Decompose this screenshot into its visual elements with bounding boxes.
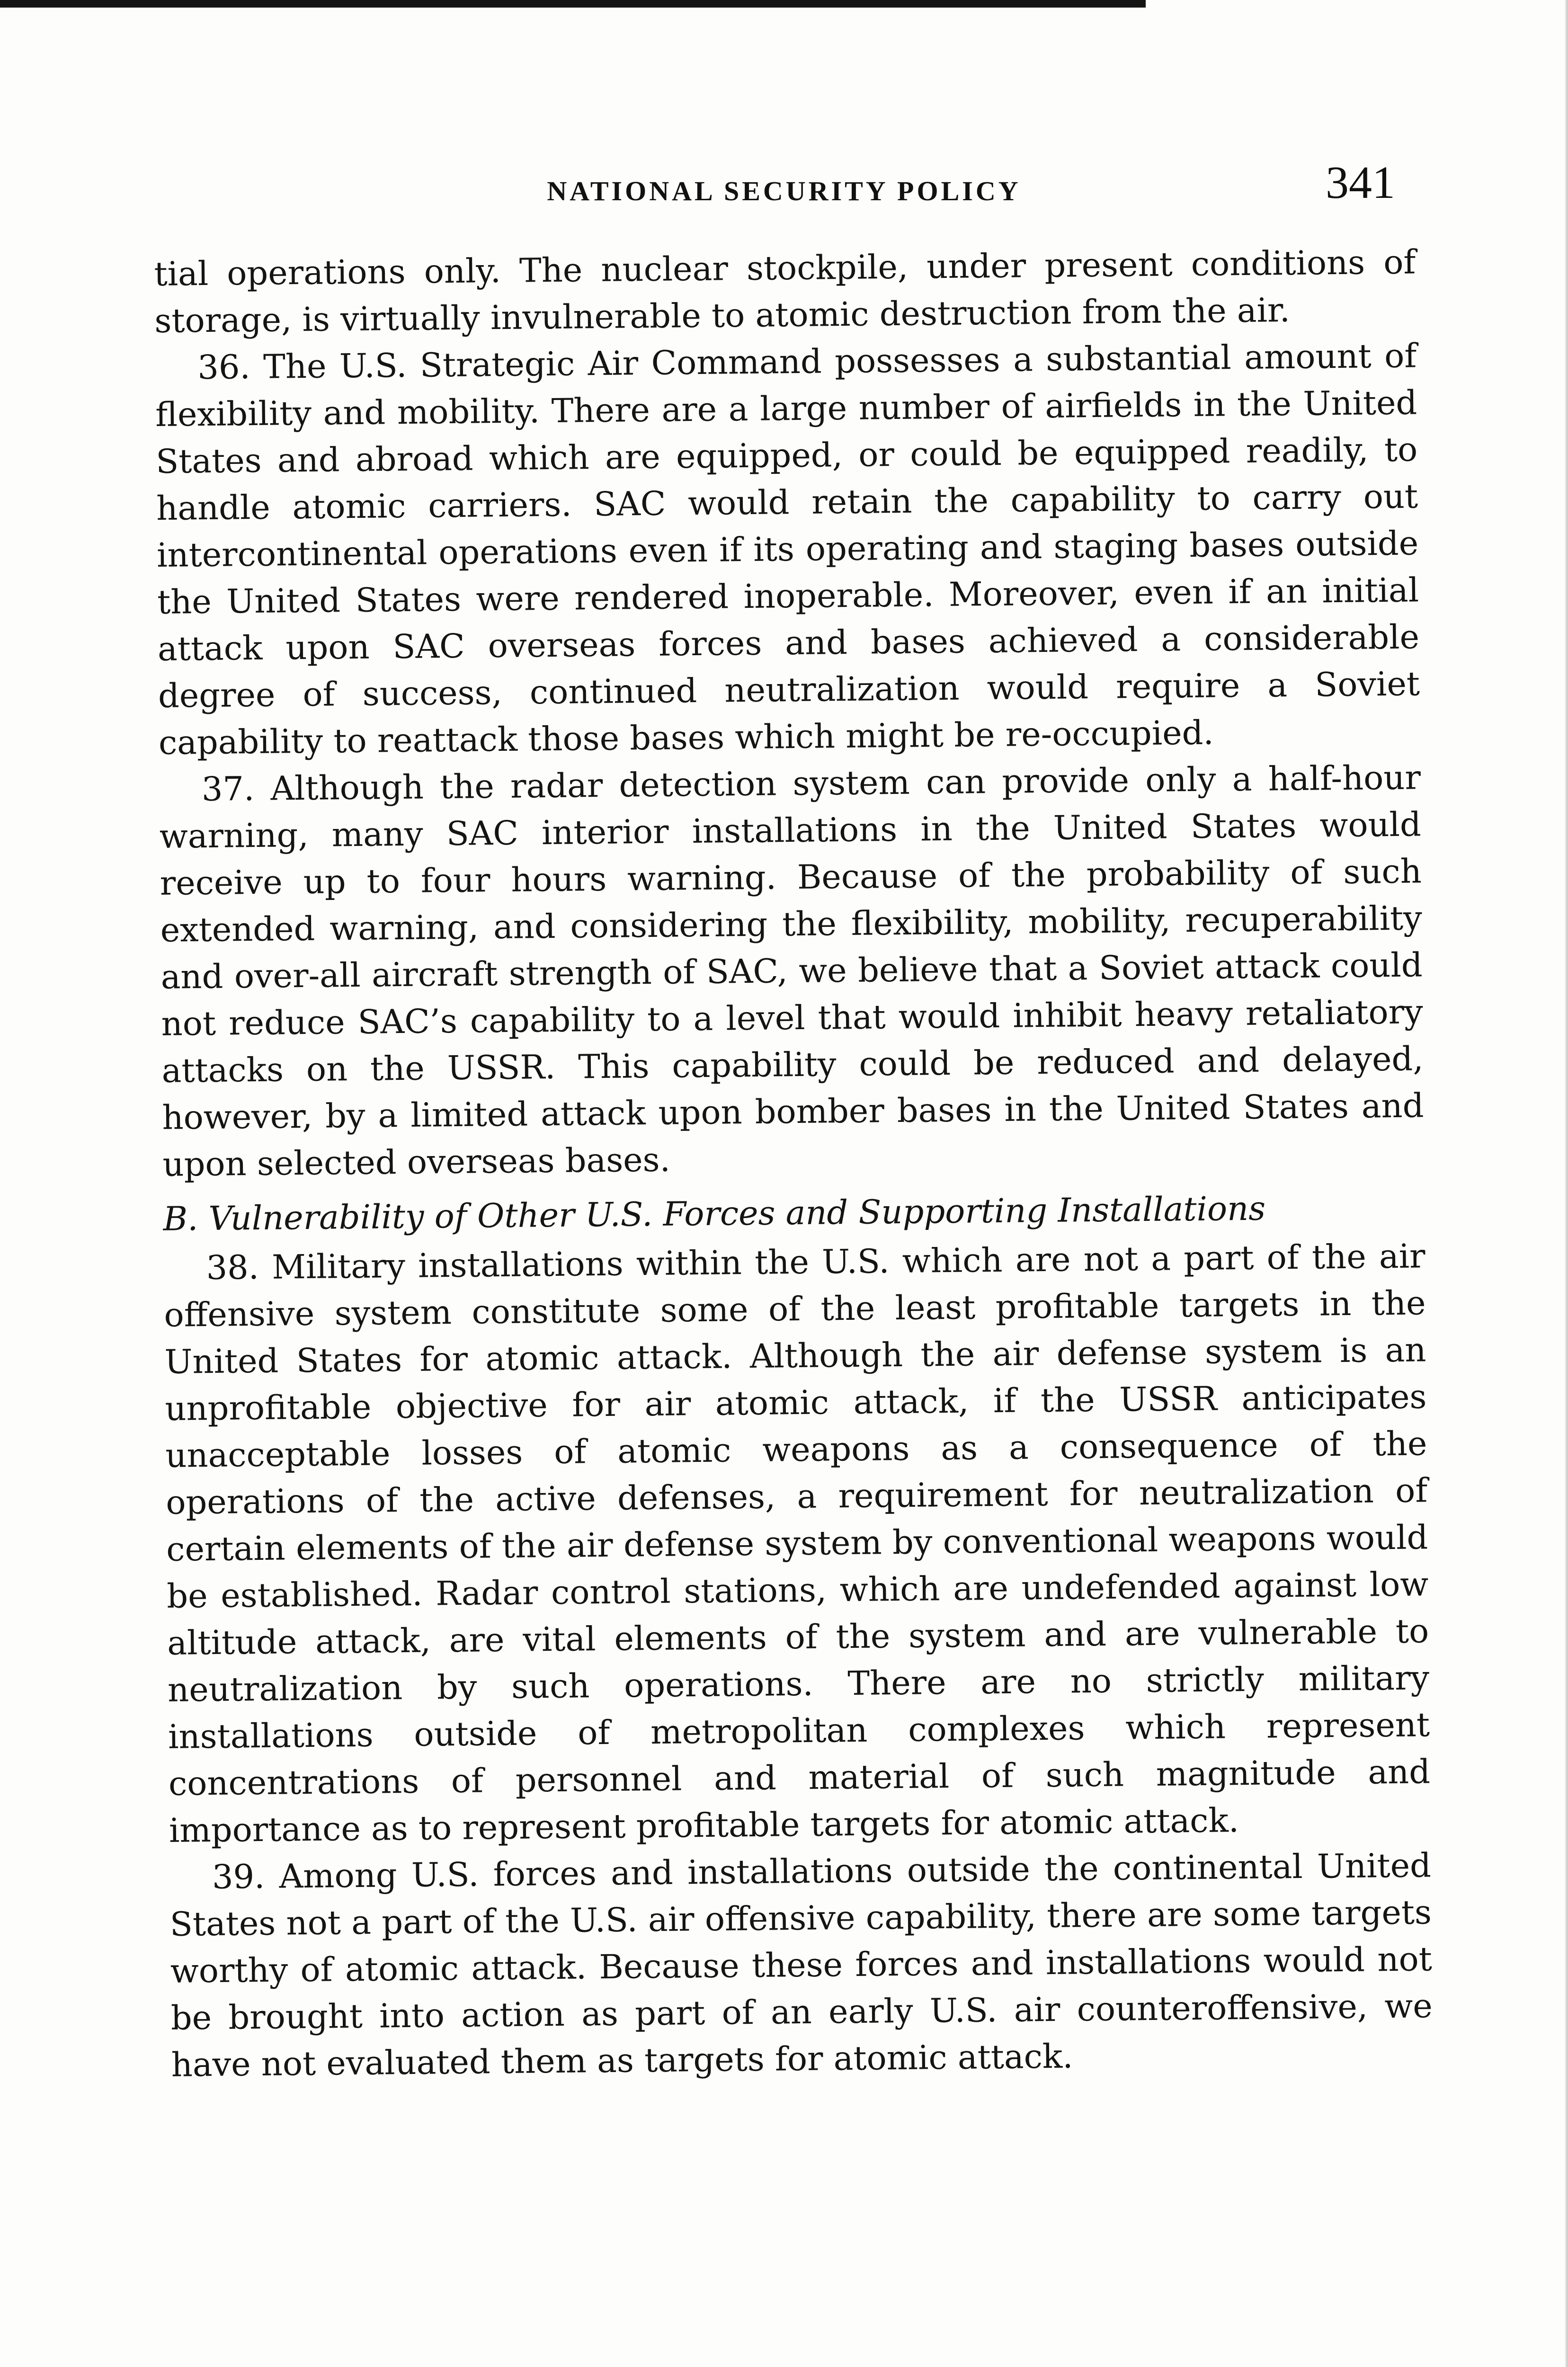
paragraph-37: 37. Although the radar detection system can provide only a half-hour warning, many SAC interior installations in the United States would receive up to four hours warning. Because of the probability of such extended warning, and considering the flexibility, mobility, recuperability and over-all aircraft strength of SAC, we believe that a Soviet attack could not reduce SAC’s capability to a level that would inhibit heavy retaliatory attacks on the USSR. This capability could be reduced and delayed, however, by a limited attack upon bomber bases in the United States and upon selected overseas bases. xyxy=(159,758,1424,1184)
paragraph-36: 36. The U.S. Strategic Air Command possesses a substantial amount of flexibility and mobility. There are a large number of airfields in the United States and abroad which are equipped, or could be equipped readily, to handle atomic carriers. SAC would retain the capability to carry out intercontinental operations even if its operating and staging bases outside the United States were rendered inoperable. Moreover, even if an initial attack upon SAC overseas forces and bases achieved a considerable degree of success, continued neutralization would require a Soviet capability to reattack those bases which might be re-occupied. xyxy=(155,336,1420,762)
body-text xyxy=(154,239,1436,2367)
paragraph-38: 38. Military installations within the U.S. which are not a part of the air offensive system constitute some of the least profitable targets in the United States for atomic attack. Although the air defense system is an unprofitable objective for air atomic attack, if the USSR anticipates unacceptable losses of atomic weapons as a consequence of the operations of the active defenses, a requirement for neutralization of certain elements of the air defense system by conventional weapons would be established. Radar control stations, which are undefended against low altitude attack, are vital elements of the system and are vulnerable to neutralization by such operations. There are no strictly military installations outside of metropolitan complexes which represent concentrations of personnel and material of such magnitude and importance as to represent profitable targets for atomic attack. xyxy=(164,1237,1431,1850)
running-header-title: NATIONAL SECURITY POLICY xyxy=(547,176,1021,206)
page-right-edge xyxy=(1565,0,1568,2367)
paragraph-continuation: tial operations only. The nuclear stockpile, under present conditions of storage, is virtually invulnerable to atomic destruction from the air. xyxy=(154,242,1416,340)
scan-top-border xyxy=(0,0,1146,8)
page-number: 341 xyxy=(1326,157,1395,208)
section-heading-b: B. Vulnerability of Other U.S. Forces and Supporting Installations xyxy=(163,1189,1266,1238)
paragraph-39: 39. Among U.S. forces and installations outside the continental United States not a part of the U.S. air offensive capability, there are some targets worthy of atomic attack. Because these forces and installations would not be brought into action as part of an early U.S. air counteroffensive, we have not evaluated them as targets for atomic attack. xyxy=(169,1846,1433,2084)
